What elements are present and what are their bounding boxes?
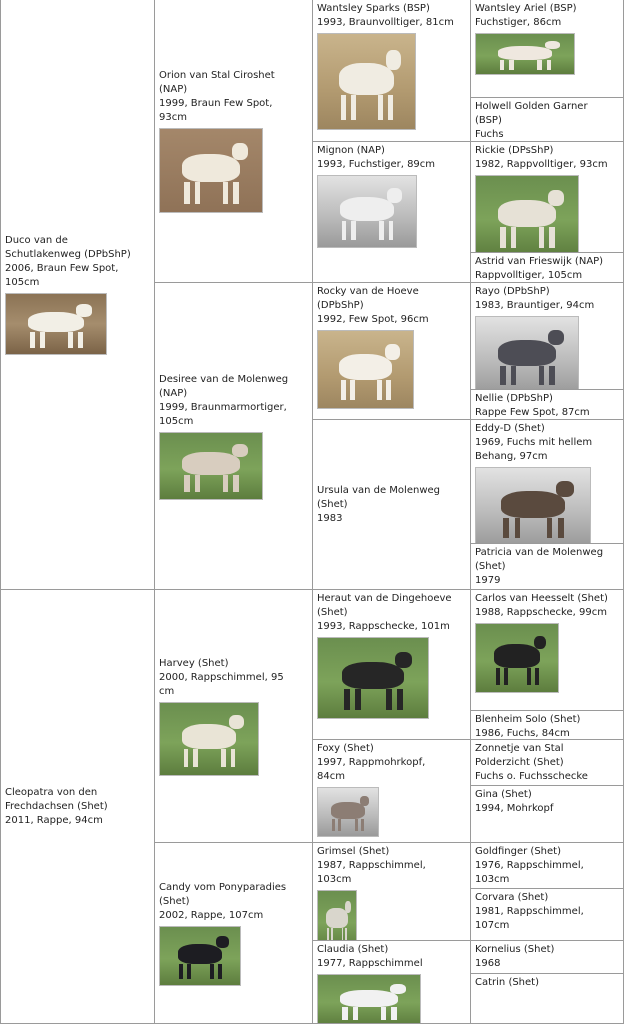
pedigree-cell-gen4-7 [471, 544, 624, 590]
pedigree-cell-gen4-3 [471, 253, 624, 283]
pony-leg [332, 819, 335, 831]
pony-figure [501, 491, 565, 518]
pony-leg [195, 182, 200, 204]
pedigree-cell-gen3-4 [313, 590, 471, 740]
pony-leg [40, 332, 45, 348]
horse-photo [475, 316, 579, 390]
horse-photo [317, 637, 429, 719]
pony-leg [379, 221, 384, 239]
pedigree-cell-gen4-12 [471, 843, 624, 889]
pedigree-cell-gen4-1 [471, 98, 624, 142]
horse-info: Desiree van de Molenweg (NAP) 1999, Braunmarmortiger, 105cm [159, 373, 289, 427]
pedigree-cell-gen4-2 [471, 142, 624, 253]
pony-leg [345, 928, 347, 941]
horse-info: Patricia van de Molenweg (Shet) 1979 [475, 547, 604, 586]
pedigree-cell-gen3-5 [313, 740, 471, 843]
pony-leg [341, 380, 346, 400]
horse-info: Nellie (DPbShP) Rappe Few Spot, 87cm [475, 393, 590, 418]
horse-info: Rickie (DPsShP) 1982, Rappvolltiger, 93cm [475, 145, 608, 170]
pony-figure [494, 644, 540, 667]
pony-figure [339, 354, 392, 380]
pony-figure [498, 46, 553, 60]
pony-leg [355, 819, 358, 831]
pony-leg [527, 668, 531, 686]
pony-leg [503, 518, 509, 538]
horse-info: Mignon (NAP) 1993, Fuchstiger, 89cm [317, 145, 436, 170]
horse-photo [317, 974, 421, 1024]
pony-leg [233, 182, 238, 204]
horse-photo [475, 175, 579, 253]
pony-leg [179, 964, 183, 979]
horse-info: Candy vom Ponyparadies (Shet) 2002, Rappe, 107cm [159, 881, 287, 921]
pony-leg [537, 60, 542, 70]
pony-figure [331, 802, 365, 818]
pedigree-cell-gen1-1 [0, 590, 155, 1024]
horse-info: Eddy-D (Shet) 1969, Fuchs mit hellem Behang, 97cm [475, 423, 593, 462]
pony-figure [498, 200, 555, 227]
pony-leg [388, 95, 393, 120]
pony-leg [391, 1007, 396, 1020]
horse-info: Wantsley Ariel (BSP) Fuchstiger, 86cm [475, 3, 577, 28]
horse-photo [475, 33, 575, 75]
pony-figure [28, 312, 84, 332]
pony-leg [386, 380, 391, 400]
horse-info: Cleopatra von den Frechdachsen (Shet) 2011, Rappe, 94cm [5, 786, 108, 826]
pedigree-cell-gen1-0 [0, 0, 155, 590]
pony-leg [539, 366, 544, 386]
pony-leg [500, 227, 505, 248]
horse-info: Duco van de Schutlakenweg (DPbShP) 2006, Braun Few Spot, 105cm [5, 235, 131, 288]
pony-figure [326, 908, 347, 928]
pedigree-cell-gen3-0 [313, 0, 471, 142]
pedigree-cell-gen3-2 [313, 283, 471, 420]
pedigree-cell-gen4-15 [471, 974, 624, 1024]
pony-figure [339, 63, 393, 95]
pony-leg [361, 819, 364, 831]
horse-info: Catrin (Shet) [475, 977, 539, 988]
pony-leg [184, 749, 189, 768]
pedigree-cell-gen4-13 [471, 889, 624, 941]
pedigree-cell-gen4-10 [471, 740, 624, 786]
pony-leg [342, 221, 347, 239]
pedigree-cell-gen2-1 [155, 283, 313, 590]
pony-leg [184, 475, 189, 492]
horse-photo [317, 890, 357, 941]
horse-info: Rayo (DPbShP) 1983, Brauntiger, 94cm [475, 286, 595, 311]
horse-info: Claudia (Shet) 1977, Rappschimmel [317, 944, 423, 969]
pony-figure [340, 990, 397, 1007]
horse-info: Zonnetje van Stal Polderzicht (Shet) Fuchs o. Fuchsschecke [475, 743, 588, 782]
horse-info: Astrid van Frieswijk (NAP) Rappvolltiger, 105cm [475, 256, 604, 281]
pony-leg [68, 332, 73, 348]
pedigree-cell-gen4-8 [471, 590, 624, 711]
pony-leg [504, 668, 508, 686]
pony-leg [389, 221, 394, 239]
pony-leg [223, 182, 228, 204]
pony-leg [327, 928, 329, 941]
pony-figure [182, 452, 239, 474]
horse-photo [317, 787, 379, 837]
horse-photo [475, 467, 591, 544]
pony-leg [344, 689, 350, 710]
horse-photo [5, 293, 107, 355]
pony-leg [187, 964, 191, 979]
pedigree-cell-gen4-6 [471, 420, 624, 544]
horse-info: Heraut van de Dingehoeve (Shet) 1993, Rappschecke, 101m [317, 593, 452, 632]
pony-leg [193, 749, 198, 768]
pony-leg [500, 366, 505, 386]
horse-info: Orion van Stal Ciroshet (NAP) 1999, Braun Few Spot, 93cm [159, 70, 275, 123]
horse-info: Kornelius (Shet) 1968 [475, 944, 555, 969]
pony-leg [223, 475, 228, 492]
pony-leg [377, 380, 382, 400]
pedigree-cell-gen4-14 [471, 941, 624, 974]
horse-photo [159, 926, 241, 986]
horse-info: Harvey (Shet) 2000, Rappschimmel, 95 cm [159, 657, 284, 697]
horse-photo [317, 33, 416, 130]
horse-info: Corvara (Shet) 1981, Rappschimmel, 107cm [475, 892, 584, 931]
horse-photo [475, 623, 559, 693]
pony-leg [30, 332, 35, 348]
pony-figure [178, 944, 223, 964]
pony-leg [397, 689, 403, 710]
pony-leg [231, 749, 236, 768]
pony-figure [182, 724, 237, 748]
pony-leg [500, 60, 505, 70]
pony-leg [342, 1007, 347, 1020]
pony-leg [386, 689, 392, 710]
horse-info: Holwell Golden Garner (BSP) Fuchs [475, 101, 588, 140]
pedigree-cell-gen4-4 [471, 283, 624, 390]
pony-leg [547, 60, 552, 70]
pony-leg [351, 221, 356, 239]
pony-leg [535, 668, 539, 686]
pony-leg [549, 366, 554, 386]
pony-leg [78, 332, 83, 348]
pony-leg [351, 95, 356, 120]
pedigree-cell-gen4-0 [471, 0, 624, 98]
pony-leg [547, 518, 553, 538]
pedigree-cell-gen3-7 [313, 941, 471, 1024]
horse-photo [159, 702, 259, 776]
horse-photo [159, 432, 263, 500]
pony-figure [340, 197, 395, 221]
pony-leg [184, 182, 189, 204]
pedigree-cell-gen2-2 [155, 590, 313, 843]
pony-leg [511, 366, 516, 386]
pony-leg [233, 475, 238, 492]
pony-leg [355, 689, 361, 710]
pony-leg [496, 668, 500, 686]
horse-info: Gina (Shet) 1994, Mohrkopf [475, 789, 554, 814]
horse-info: Wantsley Sparks (BSP) 1993, Braunvolltiger, 81cm [317, 3, 454, 28]
pony-leg [195, 475, 200, 492]
pedigree-cell-gen2-3 [155, 843, 313, 1024]
horse-info: Rocky van de Hoeve (DPbShP) 1992, Few Spot, 96cm [317, 286, 429, 325]
horse-photo [159, 128, 263, 213]
pony-leg [221, 749, 226, 768]
horse-info: Grimsel (Shet) 1987, Rappschimmel, 103cm [317, 846, 426, 885]
horse-info: Blenheim Solo (Shet) 1986, Fuchs, 84cm [475, 714, 581, 739]
horse-info: Foxy (Shet) 1997, Rappmohrkopf, 84cm [317, 743, 426, 782]
pony-leg [350, 380, 355, 400]
pony-leg [539, 227, 544, 248]
pony-leg [331, 928, 333, 941]
pedigree-cell-gen4-9 [471, 711, 624, 740]
horse-photo [317, 175, 417, 248]
pedigree-cell-gen3-6 [313, 843, 471, 941]
pony-leg [210, 964, 214, 979]
pony-figure [342, 662, 404, 689]
pony-leg [342, 928, 344, 941]
pony-leg [378, 95, 383, 120]
pony-figure [498, 340, 555, 366]
pedigree-cell-gen4-5 [471, 390, 624, 420]
pedigree-cell-gen4-11 [471, 786, 624, 843]
pony-leg [511, 227, 516, 248]
horse-info: Goldfinger (Shet) 1976, Rappschimmel, 103cm [475, 846, 584, 885]
horse-photo [317, 330, 414, 409]
pedigree-cell-gen3-1 [313, 142, 471, 283]
pony-leg [509, 60, 514, 70]
horse-info: Ursula van de Molenweg (Shet) 1983 [317, 484, 440, 524]
pony-leg [338, 819, 341, 831]
pony-leg [515, 518, 521, 538]
horse-info: Carlos van Heesselt (Shet) 1988, Rappschecke, 99cm [475, 593, 608, 618]
pony-leg [341, 95, 346, 120]
pony-figure [182, 154, 239, 182]
pedigree-cell-gen3-3 [313, 420, 471, 590]
pedigree-cell-gen2-0 [155, 0, 313, 283]
pony-leg [218, 964, 222, 979]
pony-leg [558, 518, 564, 538]
pony-leg [381, 1007, 386, 1020]
pony-leg [353, 1007, 358, 1020]
pony-leg [549, 227, 554, 248]
